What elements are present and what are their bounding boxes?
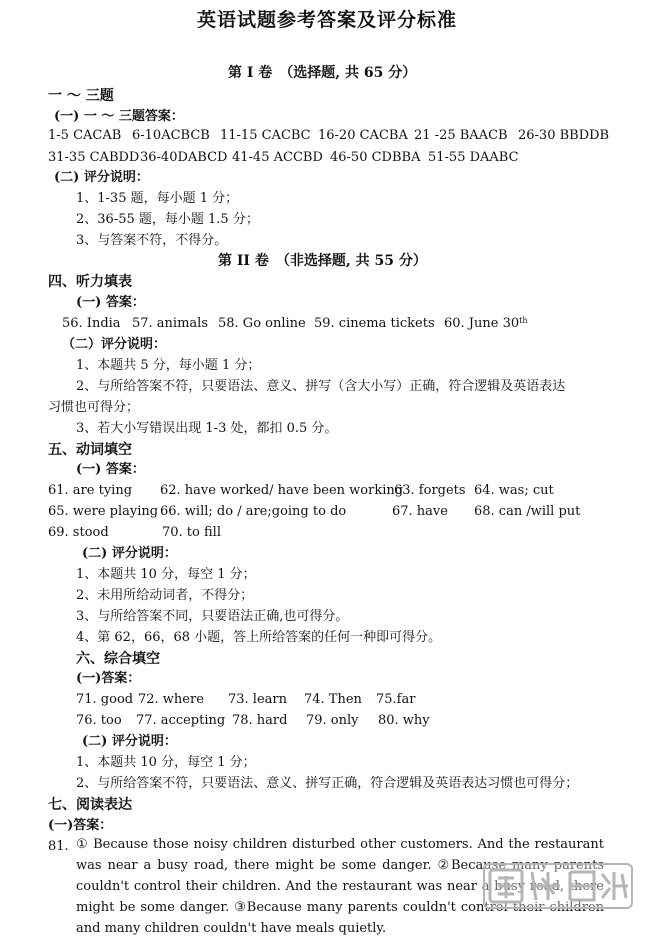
answer-item: 78. hard (232, 713, 288, 728)
answer-date: 60. June 30 (444, 316, 520, 331)
answer-item: 75.far (376, 692, 416, 707)
answer-item: 62. have worked/ have been working (160, 483, 404, 498)
scoring-item: 4、第 62，66，68 小题，答上所给答案的任何一种即可得分。 (76, 630, 442, 645)
answer-item: 73. learn (228, 692, 287, 707)
section-7-answers-heading: (一)答案： (48, 818, 113, 833)
answer-group: 41-45 ACCBD (232, 150, 323, 165)
answer-group: 6-10ACBCB (132, 128, 210, 143)
volume-2-header: 第 II 卷 （非选择题, 共 55 分） (218, 253, 427, 269)
scoring-item: 2、36-55 题，每小题 1.5 分； (76, 212, 259, 227)
scoring-item: 1、本题共 5 分，每小题 1 分； (76, 358, 261, 373)
scoring-item: 3、与答案不符，不得分。 (76, 233, 228, 248)
answer-group: 46-50 CDBBA (330, 150, 421, 165)
section-6-heading: 六、综合填空 (76, 651, 160, 667)
answer-item: 69. stood (48, 525, 109, 540)
scoring-heading-1-3: (二) 评分说明： (54, 170, 149, 185)
answer-item: 57. animals (132, 316, 208, 331)
answer-item: 58. Go online (218, 316, 306, 331)
answer-group: 31-35 CABDD (48, 150, 140, 165)
scoring-item: 2、与所给答案不符，只要语法、意义、拼写正确，符合逻辑及英语表达习惯也可得分； (76, 776, 579, 791)
section-5-answers-heading: (一) 答案： (76, 462, 145, 477)
section-1-3-heading: 一 ～ 三题 (48, 88, 114, 104)
section-4-heading: 四、听力填表 (48, 274, 132, 290)
answer-item: 61. are tying (48, 483, 133, 498)
answer-item: 80. why (378, 713, 430, 728)
scoring-item-continued: 习惯也可得分； (48, 400, 140, 415)
scoring-item: 2、未用所给动词者，不得分； (76, 588, 254, 603)
scoring-item: 1、本题共 10 分，每空 1 分； (76, 755, 256, 770)
scoring-item: 1、1-35 题，每小题 1 分； (76, 191, 239, 206)
answer-item: 64. was; cut (474, 483, 554, 498)
answers-heading-1-3: (一) 一 ～ 三题答案： (54, 109, 184, 124)
section-5-heading: 五、动词填空 (48, 442, 132, 458)
section-4-scoring-heading: （二）评分说明： (62, 337, 167, 352)
answer-group: 26-30 BBDDB (518, 128, 610, 143)
answer-item: 68. can /will put (474, 504, 581, 519)
answer-group: 21 -25 BAACB (414, 128, 508, 143)
answer-item: 67. have (392, 504, 448, 519)
section-4-answers-heading: (一) 答案： (76, 295, 145, 310)
section-7-heading: 七、阅读表达 (48, 797, 132, 813)
answer-item: 79. only (306, 713, 359, 728)
answer-item: 74. Then (304, 692, 362, 707)
question-number: 81. (48, 839, 69, 854)
answer-item: 71. good (76, 692, 134, 707)
section-5-scoring-heading: (二) 评分说明： (82, 546, 177, 561)
answer-item: 66. will; do / are;going to do (160, 504, 347, 519)
answer-group: 36-40DABCD (140, 150, 228, 165)
scoring-item: 1、本题共 10 分，每空 1 分； (76, 567, 256, 582)
answer-item: 70. to fill (162, 525, 221, 540)
document-title: 英语试题参考答案及评分标准 (197, 9, 458, 31)
answer-item: 65. were playing (48, 504, 159, 519)
answer-item: 77. accepting (136, 713, 226, 728)
answer-item (444, 316, 528, 332)
scoring-item: 3、与所给答案不同，只要语法正确,也可得分。 (76, 609, 349, 624)
answer-group: 11-15 CACBC (220, 128, 311, 143)
answer-group: 1-5 CACAB (48, 128, 122, 143)
scoring-item: 3、若大小写错误出现 1-3 处，都扣 0.5 分。 (76, 421, 338, 436)
ordinal-suffix: th (519, 316, 528, 325)
answer-item: 56. India (62, 316, 121, 331)
answer-item: 59. cinema tickets (314, 316, 435, 331)
answer-item: 72. where (138, 692, 204, 707)
answer-item: 76. too (76, 713, 122, 728)
volume-1-header: 第 I 卷 （选择题, 共 65 分） (228, 65, 417, 81)
answer-group: 51-55 DAABC (428, 150, 519, 165)
scoring-item: 2、与所给答案不符，只要语法、意义、拼写（含大小写）正确，符合逻辑及英语表达 (76, 379, 566, 394)
section-6-answers-heading: (一)答案： (76, 671, 141, 686)
answer-group: 16-20 CACBA (318, 128, 408, 143)
answer-item: 63. forgets (394, 483, 466, 498)
section-6-scoring-heading: (二) 评分说明： (82, 734, 177, 749)
answer-paragraph-81: ① Because those noisy children disturbed other customers. And the restaurant was near a busy road, there might be some danger. ②Because many parents couldn't control their children. And the restaurant was near a busy road, there might be some danger. ③Because many parents couldn't control their children and many children couldn't have meals quietly. (76, 837, 604, 936)
